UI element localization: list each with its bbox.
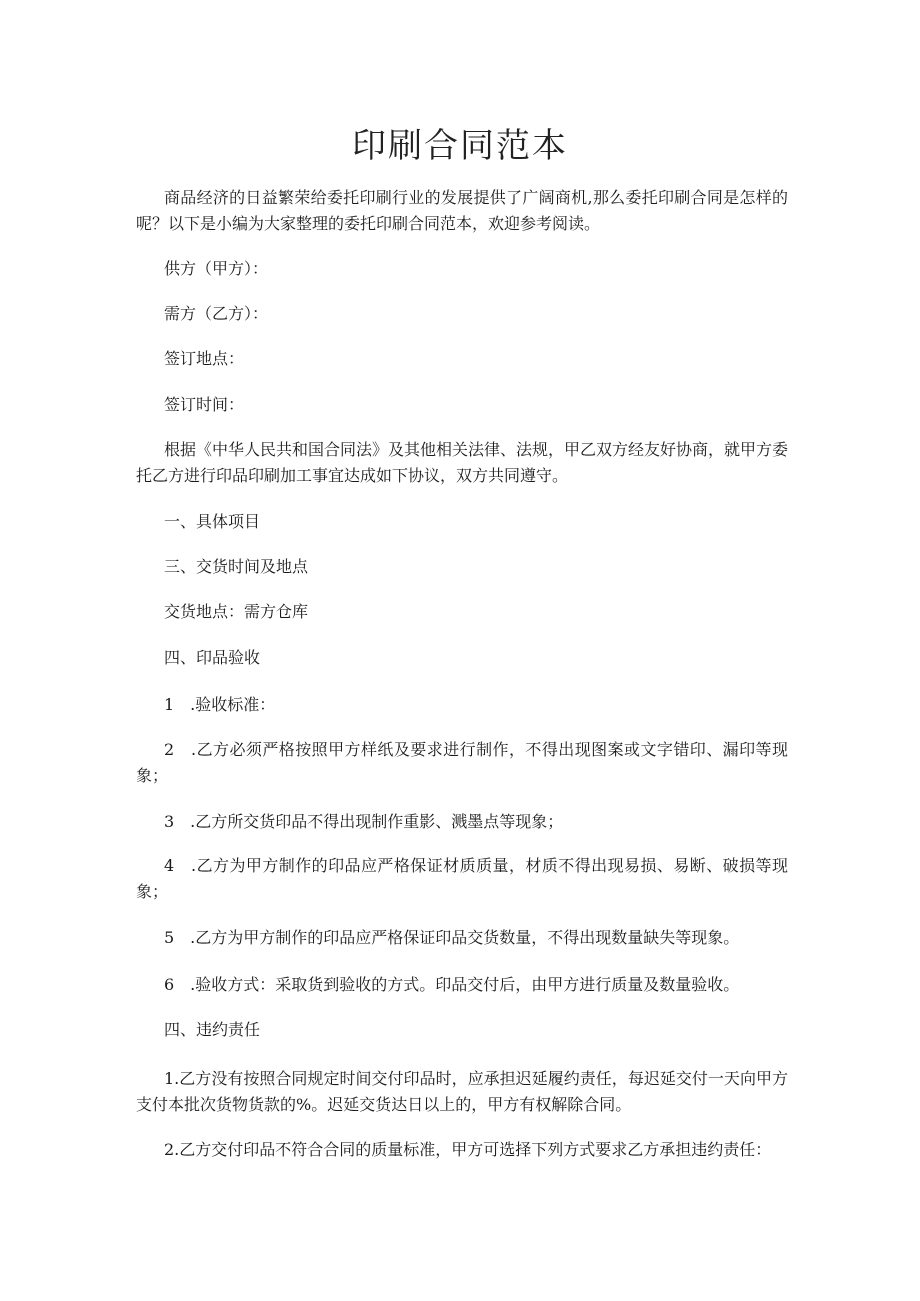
list-item: 1.乙方没有按照合同规定时间交付印品时，应承担迟延履约责任，每迟延交付一天向甲方支付本批次货物货款的%。迟延交货达日以上的，甲方有权解除合同。 — [136, 1069, 788, 1114]
list-item: 1 .验收标准： — [164, 695, 276, 714]
section-heading: 三、交货时间及地点 — [164, 557, 309, 576]
section-4-block — [136, 645, 788, 671]
list-item: 2.乙方交付印品不符合合同的质量标准，甲方可选择下列方式要求乙方承担违约责任： — [164, 1140, 772, 1159]
document-title: 印刷合同范本 — [352, 126, 568, 166]
section-heading: 四、印品验收 — [164, 648, 261, 667]
legal-basis-paragraph: 根据《中华人民共和国合同法》及其他相关法律、法规，甲乙双方经友好协商，就甲方委托乙方进行印品印刷加工事宜达成如下协议，双方共同遵守。 — [136, 440, 789, 485]
supplier-line: 供方（甲方）： — [164, 259, 269, 278]
buyer-line-block — [136, 301, 788, 327]
delivery-place-block — [136, 599, 788, 625]
section-heading: 四、违约责任 — [164, 1020, 261, 1039]
buyer-line: 需方（乙方）： — [164, 304, 269, 323]
list-item: 6 .验收方式：采取货到验收的方式。印品交付后，由甲方进行质量及数量验收。 — [164, 975, 740, 994]
intro-paragraph: 商品经济的日益繁荣给委托印刷行业的发展提供了广阔商机,那么委托印刷合同是怎样的呢？以下是小编为大家整理的委托印刷合同范本，欢迎参考阅读。 — [136, 188, 788, 233]
list-item: 4 .乙方为甲方制作的印品应严格保证材质质量，材质不得出现易损、易断、破损等现象； — [136, 856, 788, 901]
intro-paragraph-block — [136, 185, 788, 237]
list-item: 3 .乙方所交货印品不得出现制作重影、溅墨点等现象； — [164, 812, 564, 831]
signing-place-block — [136, 346, 788, 372]
legal-basis-block — [136, 437, 788, 489]
item-3-block — [136, 809, 788, 835]
item-6-block — [136, 972, 788, 998]
section-3-block — [136, 554, 788, 580]
signing-place-line: 签订地点： — [164, 349, 245, 368]
item-5-block — [136, 925, 788, 951]
supplier-line-block — [136, 256, 788, 282]
section-liability-block — [136, 1017, 788, 1043]
signing-time-block — [136, 392, 788, 418]
liability-1-block — [136, 1066, 788, 1118]
list-item: 2 .乙方必须严格按照甲方样纸及要求进行制作，不得出现图案或文字错印、漏印等现象； — [136, 740, 788, 785]
item-1-block — [136, 692, 788, 718]
signing-time-line: 签订时间： — [164, 395, 245, 414]
section-heading: 一、具体项目 — [164, 512, 261, 531]
liability-2-block — [136, 1137, 788, 1163]
item-4-block — [136, 853, 788, 905]
list-item: 5 .乙方为甲方制作的印品应严格保证印品交货数量，不得出现数量缺失等现象。 — [164, 928, 740, 947]
delivery-place-line: 交货地点：需方仓库 — [164, 602, 309, 621]
section-1-block — [136, 509, 788, 535]
item-2-block — [136, 737, 788, 789]
